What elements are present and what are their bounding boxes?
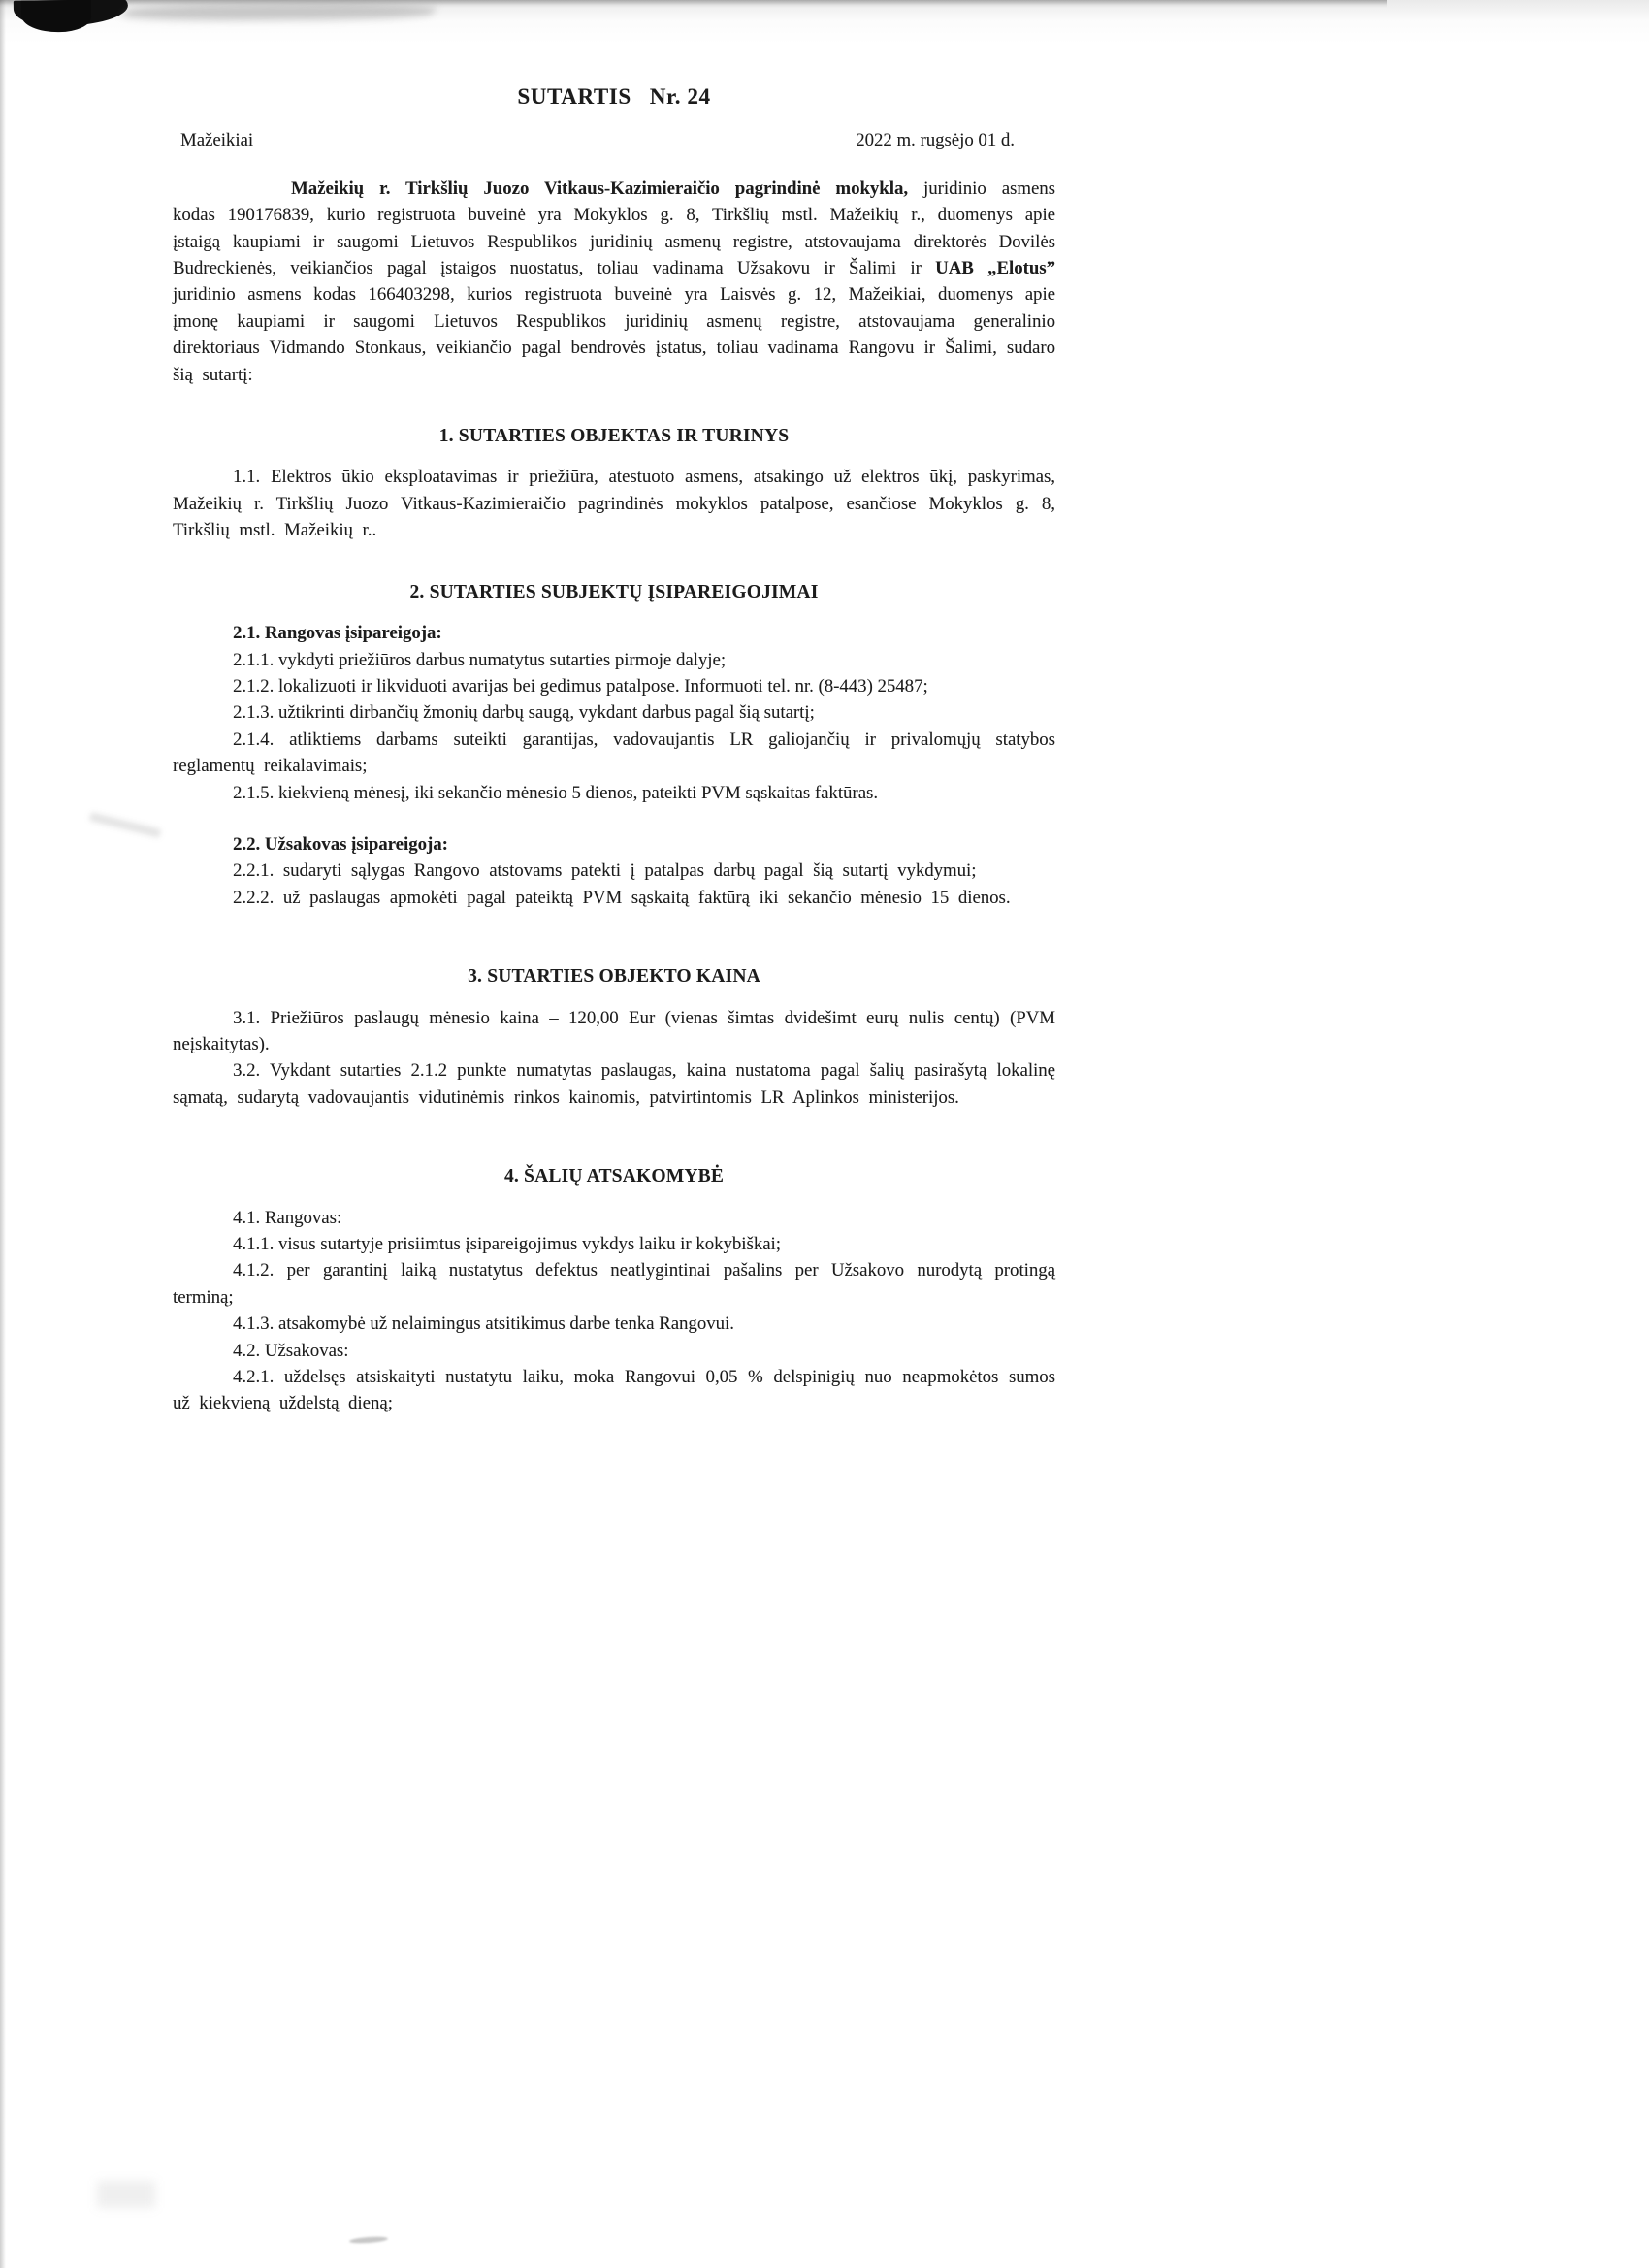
clause-3-1: 3.1. Priežiūros paslaugų mėnesio kaina – 120,00 Eur (vienas šimtas dvidešimt eurų nulis centų) (PVM neįskaitytas). [173, 1007, 1055, 1054]
clause-1-1: 1.1. Elektros ūkio eksploatavimas ir priežiūra, atestuoto asmens, atsakingo už elektros ūkį, paskyrimas, Mažeikių r. Tirkšlių Juozo Vitkaus-Kazimieraičio pagrindinės mokyklos patalpose, esančiose Mokyklos g. 8, Tirkšlių mstl. Mažeikių r.. [173, 467, 1055, 541]
clause-2-2-1: 2.2.1. sudaryti sąlygas Rangovo atstovams patekti į patalpas darbų pagal šią sutartį vykdymui; [233, 860, 977, 882]
clause-2-1-5: 2.1.5. kiekvieną mėnesį, iki sekančio mėnesio 5 dienos, pateikti PVM sąskaitas faktūras. [233, 782, 879, 803]
scan-top-shadow [0, 0, 1649, 45]
section-3-heading: 3. SUTARTIES OBJEKTO KAINA [468, 966, 760, 988]
section-1-object [173, 423, 1055, 544]
scan-left-edge-shadow [0, 0, 6, 2268]
clause-4-2-1: 4.2.1. uždelsęs atsiskaityti nustatytu laiku, moka Rangovui 0,05 % delspinigių nuo neapmokėtos sumos už kiekvieną uždelstą dieną; [173, 1367, 1055, 1414]
clause-2-2: 2.2. Užsakovas įsipareigoja: [233, 833, 448, 855]
clause-2-1-3: 2.1.3. užtikrinti dirbančių žmonių darbų saugą, vykdant darbus pagal šią sutartį; [233, 702, 815, 724]
document-date: 2022 m. rugsėjo 01 d. [856, 130, 1015, 151]
place-date-row [173, 127, 1055, 153]
document-place: Mažeikiai [180, 130, 254, 151]
preamble-text-2: juridinio asmens kodas 166403298, kurios registruota buveinė yra Laisvės g. 12, Mažeikiai, duomenys apie įmonę kaupiami ir saugomi Lietuvos Respublikos juridinių asmenų registre, atstovaujama generalinio direktoriaus Vidmando Stonkaus, veikiančio pagal bendrovės įstatus, toliau vadinama Rangovu ir Šalimi, sudaro šią sutartį: [173, 284, 1055, 385]
clause-2-1-4: 2.1.4. atliktiems darbams suteikti garantijas, vadovaujantis LR galiojančių ir privalomųjų statybos reglamentų reikalavimais; [173, 729, 1055, 777]
clause-2-1-1: 2.1.1. vykdyti priežiūros darbus numatytus sutarties pirmoje dalyje; [233, 649, 727, 670]
clause-4-1-2: 4.1.2. per garantinį laiką nustatytus defektus neatlygintinai pašalins per Užsakovo nurodytą protingą terminą; [173, 1260, 1055, 1308]
clause-2-1-2: 2.1.2. lokalizuoti ir likviduoti avarijas bei gedimus patalpose. Informuoti tel. nr. (8-443) 25487; [233, 675, 928, 697]
clause-4-1: 4.1. Rangovas: [233, 1207, 342, 1228]
section-4-liability [173, 1163, 1055, 1417]
section-1-heading: 1. SUTARTIES OBJEKTAS IR TURINYS [438, 426, 790, 447]
section-2-obligations [173, 579, 1055, 911]
contractor-company-name: UAB „Elotus” [935, 258, 1055, 279]
scan-corner-blot [14, 0, 128, 27]
scan-fold-mark [89, 812, 161, 838]
section-2-heading: 2. SUTARTIES SUBJEKTŲ ĮSIPAREIGOJIMAI [409, 581, 819, 602]
preamble-text-1: juridinio asmens kodas 190176839, kurio registruota buveinė yra Mokyklos g. 8, Tirkšlių mstl. Mažeikių r., duomenys apie įstaigą kaupiami ir saugomi Lietuvos Respublikos juridinių asmenų registre, atstovaujama direktorės Dovilės Budreckienės, veikiančios pagal įstaigos nuostatus, toliau vadinama Užsakovu ir Šalimi ir [173, 178, 1055, 279]
scan-top-edge [0, 0, 1387, 8]
scan-bottom-smudge [97, 2181, 155, 2208]
preamble-paragraph [173, 176, 1055, 388]
document-title: SUTARTIS Nr. 24 [517, 84, 711, 109]
clause-3-2: 3.2. Vykdant sutarties 2.1.2 punkte numatytas paslaugas, kaina nustatoma pagal šalių pasirašytą lokalinę sąmatą, sudarytą vadovaujantis vidutinėmis rinkos kainomis, patvirtintomis LR Aplinkos ministerijos. [173, 1060, 1055, 1108]
clause-2-2-2: 2.2.2. už paslaugas apmokėti pagal pateiktą PVM sąskaitą faktūrą iki sekančio mėnesio 15 dienos. [233, 887, 1011, 908]
clause-4-1-3: 4.1.3. atsakomybė už nelaimingus atsitikimus darbe tenka Rangovui. [233, 1313, 734, 1335]
contract-body [173, 83, 1055, 1417]
scan-bottom-mark [349, 2236, 388, 2245]
clause-4-1-1: 4.1.1. visus sutartyje prisiimtus įsipareigojimus vykdys laiku ir kokybiškai; [233, 1234, 781, 1254]
section-4-heading: 4. ŠALIŲ ATSAKOMYBĖ [503, 1166, 725, 1187]
clause-4-2: 4.2. Užsakovas: [233, 1340, 349, 1361]
scan-top-smudge [121, 3, 437, 21]
clause-2-1: 2.1. Rangovas įsipareigoja: [233, 623, 442, 644]
school-name: Mažeikių r. Tirkšlių Juozo Vitkaus-Kazimieraičio pagrindinė mokykla, [291, 178, 909, 199]
section-3-price [173, 963, 1055, 1111]
